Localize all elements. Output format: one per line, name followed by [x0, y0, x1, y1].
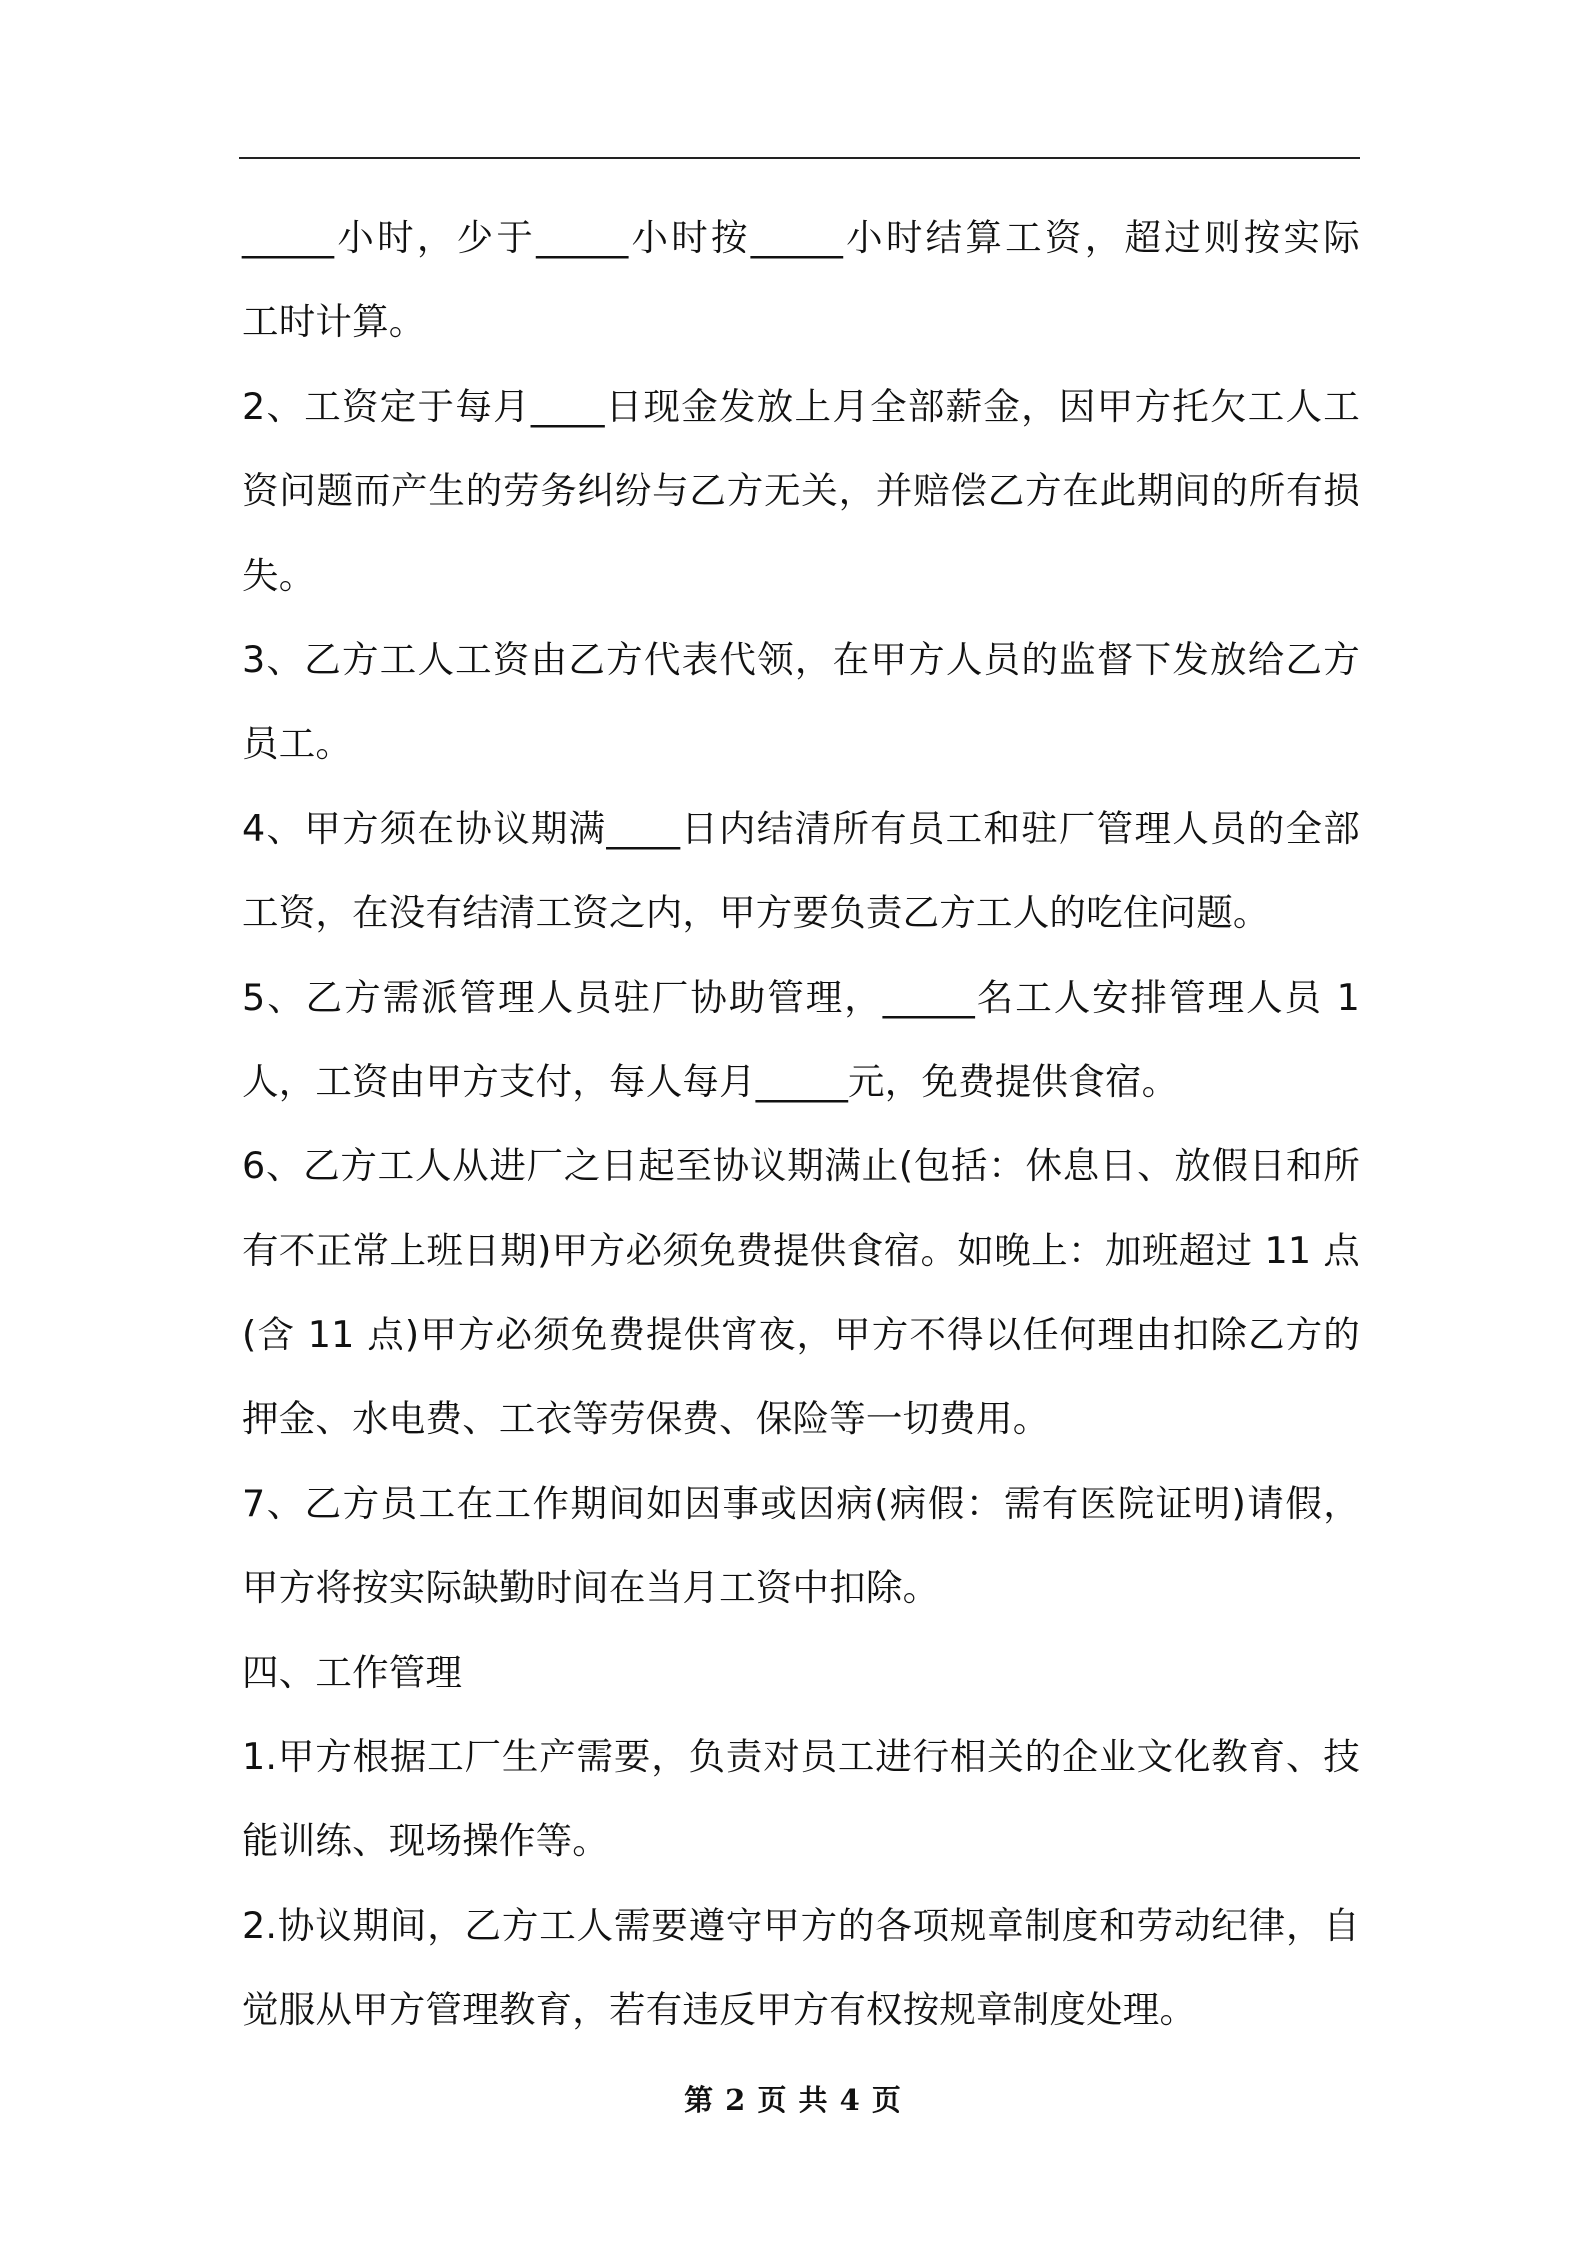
page-number-footer: 第 2 页 共 4 页 — [684, 2083, 902, 2117]
text-line: 6、乙方工人从进厂之日起至协议期满止(包括：休息日、放假日和所 — [242, 1144, 1360, 1188]
text-line: 2、工资定于每月____日现金发放上月全部薪金，因甲方托欠工人工 — [242, 384, 1360, 428]
text-line: 人，工资由甲方支付，每人每月_____元，免费提供食宿。 — [242, 1059, 1179, 1103]
text-line: 4、甲方须在协议期满____日内结清所有员工和驻厂管理人员的全部 — [242, 806, 1360, 850]
text-line: 2.协议期间，乙方工人需要遵守甲方的各项规章制度和劳动纪律，自 — [242, 1903, 1360, 1947]
text-line: _____小时，少于_____小时按_____小时结算工资，超过则按实际 — [242, 216, 1360, 259]
text-line: 工资，在没有结清工资之内，甲方要负责乙方工人的吃住问题。 — [242, 891, 1270, 935]
section-heading: 四、工作管理 — [242, 1650, 463, 1694]
document-body — [242, 196, 1360, 2053]
text-line: 押金、水电费、工衣等劳保费、保险等一切费用。 — [242, 1397, 1050, 1441]
text-line: 甲方将按实际缺勤时间在当月工资中扣除。 — [242, 1566, 940, 1610]
text-line: 5、乙方需派管理人员驻厂协助管理，_____名工人安排管理人员 1 — [242, 975, 1360, 1019]
text-line: 工时计算。 — [242, 300, 426, 344]
text-line: 失。 — [242, 553, 316, 597]
text-line: (含 11 点)甲方必须免费提供宵夜，甲方不得以任何理由扣除乙方的 — [242, 1313, 1360, 1357]
text-line: 3、乙方工人工资由乙方代表代领，在甲方人员的监督下发放给乙方 — [242, 637, 1360, 681]
text-line: 7、乙方员工在工作期间如因事或因病(病假：需有医院证明)请假， — [242, 1481, 1360, 1525]
text-line: 觉服从甲方管理教育，若有违反甲方有权按规章制度处理。 — [242, 1988, 1197, 2032]
text-line: 能训练、现场操作等。 — [242, 1819, 609, 1863]
text-line: 员工。 — [242, 722, 353, 766]
text-line: 1.甲方根据工厂生产需要，负责对员工进行相关的企业文化教育、技 — [242, 1735, 1360, 1779]
header-rule — [239, 157, 1360, 159]
text-line: 资问题而产生的劳务纠纷与乙方无关，并赔偿乙方在此期间的所有损 — [242, 469, 1360, 513]
text-line: 有不正常上班日期)甲方必须免费提供食宿。如晚上：加班超过 11 点 — [242, 1228, 1360, 1272]
